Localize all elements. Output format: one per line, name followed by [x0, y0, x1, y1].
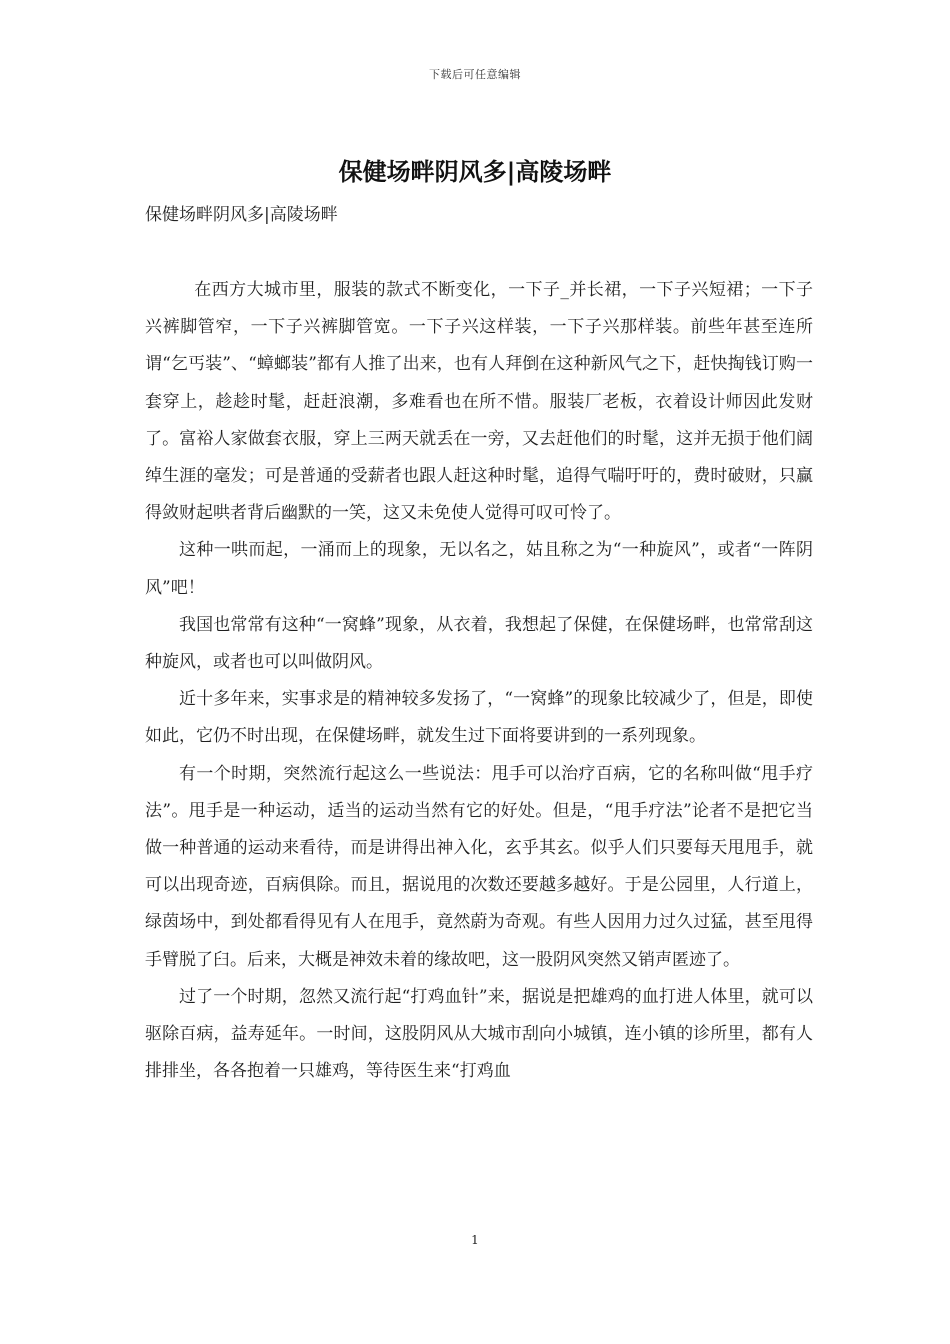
page-title: 保健场畔阴风多|高陵场畔	[338, 158, 612, 186]
paragraph-1: 在西方大城市里，服装的款式不断变化，一下子_并长裙，一下子兴短裙；一下子兴裤脚管窄，一下子兴裤脚管宽。一下子兴这样装，一下子兴那样装。前些年甚至连所谓“乞丐装”、“蟑螂装”都有人推了出来，也有人拜倒在这种新风气之下，赶快掏钱订购一套穿上，趁趁时髦，赶赶浪潮，多难看也在所不惜。服装厂老板，衣着设计师因此发财了。富裕人家做套衣服，穿上三两天就丢在一旁，又去赶他们的时髦，这并无损于他们阔绰生涯的毫发；可是普通的受薪者也跟人赶这种时髦，追得气喘吁吁的，费时破财，只赢得敛财起哄者背后幽默的一笑，这又未免使人觉得可叹可怜了。	[145, 280, 813, 524]
paragraph-5: 有一个时期，突然流行起这么一些说法：甩手可以治疗百病，它的名称叫做“甩手疗法”。甩手是一种运动，适当的运动当然有它的好处。但是，“甩手疗法”论者不是把它当做一种普通的运动来看待，而是讲得出神入化，玄乎其玄。似乎人们只要每天甩甩手，就可以出现奇迹，百病俱除。而且，据说甩的次数还要越多越好。于是公园里，人行道上，绿茵场中，到处都看得见有人在甩手，竟然蔚为奇观。有些人因用力过久过猛，甚至甩得手臂脱了臼。后来，大概是神效未着的缘故吧，这一股阴风突然又销声匿迹了。	[145, 763, 813, 970]
header-note: 下载后可任意编辑	[429, 68, 521, 81]
page-number: 1	[471, 1233, 479, 1247]
subtitle: 保健场畔阴风多|高陵场畔	[145, 205, 338, 225]
paragraph-2: 这种一哄而起，一涌而上的现象，无以名之，姑且称之为“一种旋风”，或者“一阵阴风”吧！	[145, 540, 813, 598]
paragraph-4: 近十多年来，实事求是的精神较多发扬了，“一窝蜂”的现象比较减少了，但是，即使如此，它仍不时出现，在保健场畔，就发生过下面将要讲到的一系列现象。	[145, 689, 813, 747]
paragraph-3: 我国也常常有这种“一窝蜂”现象，从衣着，我想起了保健，在保健场畔，也常常刮这种旋风，或者也可以叫做阴风。	[145, 614, 813, 673]
article-body	[145, 272, 813, 1090]
paragraph-6: 过了一个时期，忽然又流行起“打鸡血针”来，据说是把雄鸡的血打进人体里，就可以驱除百病，益寿延年。一时间，这股阴风从大城市刮向小城镇，连小镇的诊所里，都有人排排坐，各各抱着一只雄鸡，等待医生来“打鸡血	[145, 986, 813, 1082]
